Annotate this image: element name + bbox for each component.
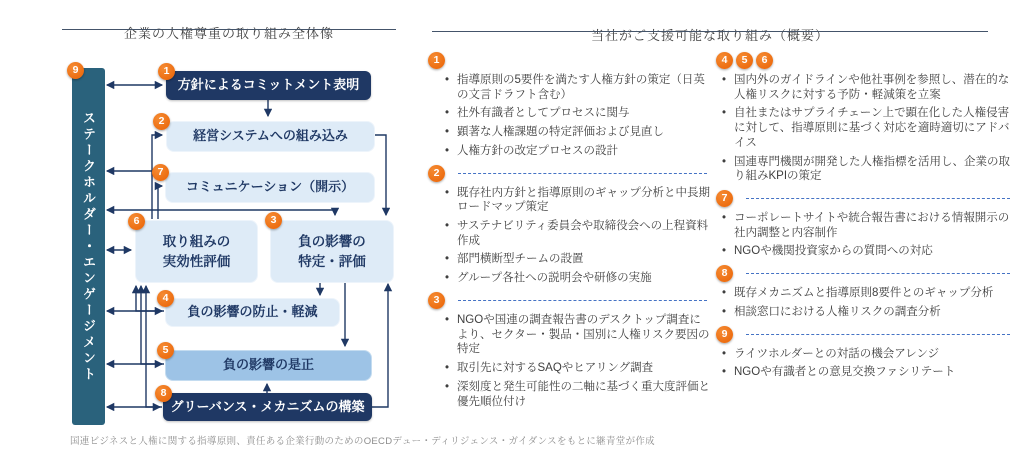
section-456-bullets (721, 73, 1014, 184)
bullet-item: • 取引先に対するSAQやヒアリング調査 (444, 361, 711, 376)
bullet-item: • NGOや国連の調査報告書のデスクトップ調査により、セクター・製品・国別に人権リスク要因の特定 (444, 313, 711, 357)
section-divider (458, 300, 707, 301)
section-1-header (428, 52, 711, 69)
flow-box-communication: コミュニケーション（開示） (165, 172, 375, 203)
flow-box-effectiveness-label: 取り組みの 実効性評価 (162, 233, 231, 269)
bullet-item: • サステナビリティ委員会や取締役会への上程資料作成 (444, 219, 711, 248)
flow-box-grievance: グリーバンス・メカニズムの構築 (163, 393, 372, 421)
stakeholder-engagement-bar (72, 68, 105, 425)
flow-box-identification-label: 負の影響の 特定・評価 (298, 233, 366, 269)
flow-box-commitment: 方針によるコミットメント表明 (166, 71, 371, 100)
bullet-item: • 相談窓口における人権リスクの調査分析 (721, 305, 1014, 320)
bullet-item: • 深刻度と発生可能性の二軸に基づく重大度評価と優先順位付け (444, 380, 711, 409)
section-badge-8: 8 (716, 265, 733, 282)
source-note: 国連ビジネスと人権に関する指導原則、責任ある企業行動のためのOECDデュー・ディリジェンス・ガイダンスをもとに継青堂が作成 (70, 436, 655, 447)
section-badge-7: 7 (716, 190, 733, 207)
section-456-header (716, 52, 1014, 69)
flow-box-prevention: 負の影響の防止・軽減 (165, 298, 340, 327)
flow-box-effectiveness (135, 220, 258, 283)
section-badge-2: 2 (428, 165, 445, 182)
section-8-header (716, 265, 1014, 282)
flow-box-identification (270, 220, 394, 283)
section-3-header (428, 292, 711, 309)
step-badge-7: 7 (152, 164, 169, 181)
section-1-bullets (444, 73, 711, 159)
bullet-item: • NGOや機関投資家からの質問への対応 (721, 244, 1014, 259)
bullet-item: • 国連専門機関が開発した人権指標を活用し、企業の取り組みKPIの策定 (721, 155, 1014, 184)
section-badge-3: 3 (428, 292, 445, 309)
section-badge-5: 5 (736, 52, 753, 69)
section-badge-4: 4 (716, 52, 733, 69)
step-badge-1: 1 (158, 63, 175, 80)
bullet-item: • ライツホルダーとの対話の機会アレンジ (721, 347, 1014, 362)
section-divider (746, 198, 1010, 199)
section-8-bullets (721, 286, 1014, 319)
flow-box-embedding: 経営システムへの組み込み (166, 121, 375, 152)
bullet-item: • 指導原則の5要件を満たす人権方針の策定（日英の文言ドラフト含む） (444, 73, 711, 102)
section-divider (746, 334, 1010, 335)
bullet-item: • 既存メカニズムと指導原則8要件とのギャップ分析 (721, 286, 1014, 301)
bullet-item: • 顕著な人権課題の特定評価および見直し (444, 125, 711, 140)
section-badge-1: 1 (428, 52, 445, 69)
section-divider (458, 173, 707, 174)
step-badge-6: 6 (128, 213, 145, 230)
section-7-bullets (721, 211, 1014, 259)
section-7-header (716, 190, 1014, 207)
bullet-item: • 既存社内方針と指導原則のギャップ分析と中長期ロードマップ策定 (444, 186, 711, 215)
step-badge-8: 8 (155, 385, 172, 402)
section-badge-9: 9 (716, 326, 733, 343)
section-divider (746, 273, 1010, 274)
flow-box-remediation: 負の影響の是正 (165, 350, 372, 381)
right-title-underline (432, 31, 988, 32)
section-3-bullets (444, 313, 711, 409)
bullet-item: • NGOや有識者との意見交換ファシリテート (721, 365, 1014, 380)
section-9-bullets (721, 347, 1014, 380)
bullet-item: • 部門横断型チームの設置 (444, 252, 711, 267)
step-badge-4: 4 (157, 290, 174, 307)
step-badge-2: 2 (153, 113, 170, 130)
step-badge-3: 3 (265, 212, 282, 229)
section-badge-6: 6 (756, 52, 773, 69)
stakeholder-bar-label: ステークホルダー・エンゲージメント (81, 110, 96, 383)
bullet-item: • 社外有識者としてプロセスに関与 (444, 106, 711, 121)
section-2-header (428, 165, 711, 182)
bullet-item: • 国内外のガイドラインや他社事例を参照し、潜在的な人権リスクに対する予防・軽減策を立案 (721, 73, 1014, 102)
section-9-header (716, 326, 1014, 343)
bullet-item: • コーポレートサイトや統合報告書における情報開示の社内調整と内容制作 (721, 211, 1014, 240)
support-column-a (428, 50, 711, 415)
bullet-item: • 自社またはサプライチェーン上で顕在化した人権侵害に対して、指導原則に基づく対応を適時適切にアドバイス (721, 106, 1014, 150)
bullet-item: • 人権方針の改定プロセスの設計 (444, 144, 711, 159)
step-badge-5: 5 (157, 342, 174, 359)
section-2-bullets (444, 186, 711, 286)
left-panel-title: 企業の人権尊重の取り組み全体像 (123, 26, 334, 41)
support-column-b (716, 50, 1014, 386)
bullet-item: • グループ各社への説明会や研修の実施 (444, 271, 711, 286)
step-badge-9: 9 (67, 62, 84, 79)
right-panel-title: 当社がご支援可能な取り組み（概要） (590, 28, 829, 43)
